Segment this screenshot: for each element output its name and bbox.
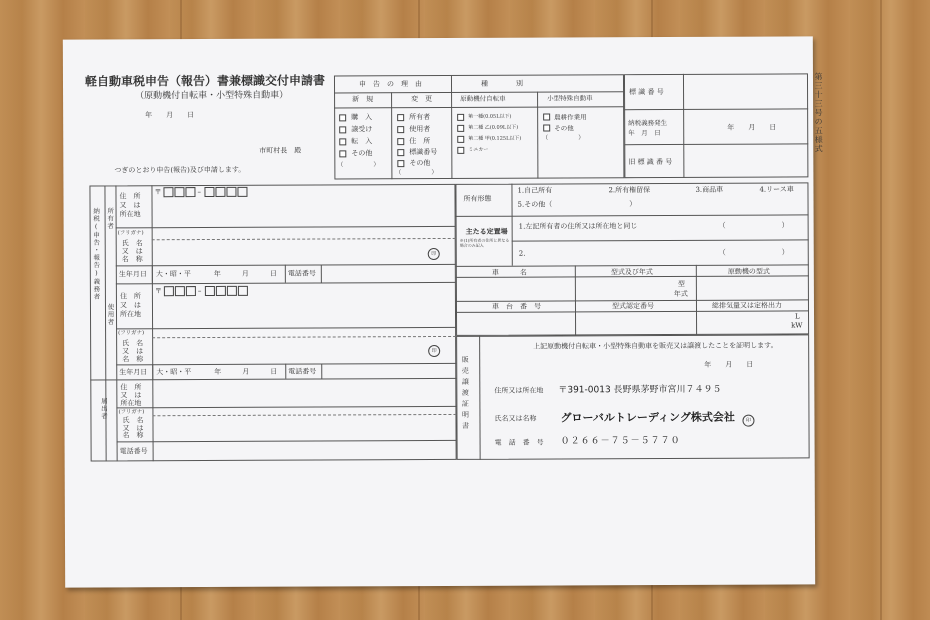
seller-statement: 上記原動機付自転車・小型特殊自動車を販売又は譲渡したことを証明します。 bbox=[533, 341, 778, 351]
checkbox-small-other[interactable] bbox=[543, 125, 550, 132]
user-name-label: 氏 名 又 は 名 称 bbox=[122, 339, 144, 364]
change-header: 変 更 bbox=[411, 95, 433, 104]
checkbox-address[interactable] bbox=[397, 138, 404, 145]
owner-postal-box-1[interactable] bbox=[163, 187, 173, 197]
change-other-paren: （ ） bbox=[395, 169, 438, 177]
form-subtitle: （原動機付自転車・小型特殊自動車） bbox=[135, 90, 289, 102]
owner-address-label: 住 所 又 は 所在地 bbox=[119, 192, 141, 219]
moped-class2-b: 第二種 乙(0.09L以下) bbox=[468, 124, 519, 131]
moped-minicar: ミニカー bbox=[468, 146, 489, 153]
owner-postal-box-5[interactable] bbox=[215, 187, 225, 197]
displacement-label: 総排気量又は定格出力 bbox=[711, 301, 782, 310]
change-item-other: その他 bbox=[409, 159, 431, 168]
seller-date: 年 月 日 bbox=[704, 360, 754, 369]
ownership-option-1: 1.自己所有 bbox=[517, 186, 553, 195]
small-other: その他 bbox=[554, 124, 574, 133]
small-other-paren: （ ） bbox=[542, 134, 585, 142]
change-item-address: 住 所 bbox=[409, 137, 431, 146]
tax-date-label-1: 納税義務発生 bbox=[628, 119, 668, 128]
storage-note: ※(1)所有者の住所と異なる場合のみ記入 bbox=[459, 237, 510, 248]
unit-liter: L bbox=[795, 312, 800, 321]
user-birth-value: 年 月 日 bbox=[214, 367, 278, 376]
checkbox-new-other[interactable] bbox=[339, 150, 346, 157]
storage-option-2: 2. bbox=[518, 249, 526, 258]
seller-seal: 印 bbox=[742, 415, 754, 427]
user-seal: 印 bbox=[428, 345, 440, 357]
new-item-other: その他 bbox=[351, 149, 373, 158]
moped-header: 原動機付自転車 bbox=[460, 94, 506, 103]
checkbox-plate-number[interactable] bbox=[397, 149, 404, 156]
owner-postal-mark: 〒 bbox=[154, 188, 162, 197]
owner-postal-dash: – bbox=[197, 188, 201, 197]
checkbox-minicar[interactable] bbox=[457, 147, 464, 154]
storage-option-1-paren: （ ） bbox=[718, 221, 789, 230]
old-plate-label: 旧 標 識 番 号 bbox=[628, 157, 673, 167]
new-other-paren: （ ） bbox=[337, 161, 380, 169]
user-postal-box-3[interactable] bbox=[186, 286, 196, 296]
engine-model-label: 原動機の型式 bbox=[727, 267, 770, 276]
notifier-address-label: 住 所 又 は 所在地 bbox=[120, 383, 142, 408]
seller-phone-value: ０２６６－７５－５７７０ bbox=[560, 435, 681, 447]
tax-date-label-2: 年 月 日 bbox=[628, 129, 661, 138]
notifier-side-label: 届出者 bbox=[99, 397, 108, 420]
user-furigana-label: (フリガナ) bbox=[118, 330, 145, 337]
chassis-number-label: 車 台 番 号 bbox=[491, 302, 541, 311]
small-farm: 農耕作業用 bbox=[554, 113, 587, 122]
user-birth-label: 生年月日 bbox=[119, 368, 148, 377]
paper-form bbox=[63, 36, 824, 587]
change-item-user: 使用者 bbox=[409, 125, 431, 134]
user-postal-box-2[interactable] bbox=[175, 286, 185, 296]
type-header: 種 別 bbox=[480, 79, 524, 88]
checkbox-owner[interactable] bbox=[397, 114, 404, 121]
checkbox-transfer-in[interactable] bbox=[339, 126, 346, 133]
unit-kw: kW bbox=[791, 321, 803, 330]
storage-option-2-paren: （ ） bbox=[718, 248, 789, 257]
tax-date-value: 年 月 日 bbox=[727, 123, 777, 132]
new-header: 新 規 bbox=[352, 95, 374, 104]
vehicle-name-label: 車 名 bbox=[491, 268, 527, 277]
taxpayer-side-label: 納税(申告・報告)義務者 bbox=[92, 207, 101, 301]
owner-label: 所有者 bbox=[106, 207, 115, 230]
year-unit: 年式 bbox=[673, 289, 688, 298]
cert-number-label: 型式認定番号 bbox=[611, 302, 654, 311]
form-number: 第三十三号の五様式 bbox=[813, 72, 824, 154]
user-postal-box-7[interactable] bbox=[238, 286, 248, 296]
new-item-acquire: 譲受け bbox=[351, 125, 373, 134]
storage-option-1: 1.左記所有者の住所又は所在地と同じ bbox=[518, 222, 638, 231]
owner-birth-label: 生年月日 bbox=[118, 270, 147, 279]
checkbox-class2-b[interactable] bbox=[457, 125, 464, 132]
seller-address-value: 〒391-0013 長野県茅野市宮川７４９５ bbox=[558, 384, 722, 396]
change-item-owner: 所有者 bbox=[409, 113, 431, 122]
user-postal-box-6[interactable] bbox=[227, 286, 237, 296]
model-unit: 型 bbox=[677, 279, 685, 288]
notifier-name-label: 氏 名 又 は 名 称 bbox=[122, 416, 144, 440]
seller-name-label: 氏名又は名称 bbox=[494, 414, 537, 423]
user-era-label: 大・昭・平 bbox=[156, 368, 192, 377]
storage-label: 主たる定置場 bbox=[465, 226, 508, 236]
owner-postal-box-4[interactable] bbox=[204, 187, 214, 197]
owner-era-label: 大・昭・平 bbox=[155, 270, 191, 279]
new-item-move-in: 転 入 bbox=[351, 137, 373, 146]
checkbox-farm[interactable] bbox=[543, 114, 550, 121]
owner-postal-box-6[interactable] bbox=[226, 187, 236, 197]
user-postal-dash: – bbox=[197, 287, 202, 296]
checkbox-change-other[interactable] bbox=[397, 160, 404, 167]
user-postal-box-4[interactable] bbox=[205, 286, 215, 296]
checkbox-class1[interactable] bbox=[457, 114, 464, 121]
new-item-purchase: 購 入 bbox=[351, 113, 373, 122]
ownership-option-3: 3.商品車 bbox=[695, 185, 724, 194]
owner-phone-label: 電話番号 bbox=[287, 269, 316, 278]
checkbox-class2-a[interactable] bbox=[457, 136, 464, 143]
ownership-option-4: 4.リース車 bbox=[759, 185, 794, 194]
checkbox-move-in[interactable] bbox=[339, 138, 346, 145]
checkbox-user[interactable] bbox=[397, 126, 404, 133]
user-label: 使用者 bbox=[106, 303, 115, 326]
form-date: 年 月 日 bbox=[145, 111, 195, 120]
small-special-header: 小型特殊自動車 bbox=[547, 94, 593, 103]
notifier-furigana-label: (フリガナ) bbox=[118, 409, 145, 416]
moped-class1: 第一種(0.05L以下) bbox=[468, 113, 512, 120]
seller-address-label: 住所又は所在地 bbox=[494, 386, 544, 395]
ownership-label: 所有形態 bbox=[463, 194, 492, 203]
plate-number-label: 標 識 番 号 bbox=[629, 88, 664, 97]
user-postal-box-5[interactable] bbox=[216, 286, 226, 296]
seller-side-label: 販売譲渡証明書 bbox=[461, 355, 470, 433]
seller-phone-label: 電 話 番 号 bbox=[494, 438, 544, 447]
form-title: 軽自動車税申告（報告）書兼標識交付申請書 bbox=[84, 73, 326, 89]
moped-class2-a: 第二種 甲(0.125L以下) bbox=[468, 135, 522, 142]
owner-postal-box-7[interactable] bbox=[237, 187, 247, 197]
reason-header: 申 告 の 理 由 bbox=[358, 80, 423, 89]
owner-birth-value: 年 月 日 bbox=[213, 269, 277, 278]
owner-seal: 印 bbox=[428, 248, 440, 260]
change-item-plate: 標識番号 bbox=[409, 148, 438, 157]
ownership-other: 5.その他（ ） bbox=[517, 200, 637, 209]
owner-postal-box-3[interactable] bbox=[185, 187, 195, 197]
notifier-phone-label: 電話番号 bbox=[119, 447, 148, 456]
checkbox-purchase[interactable] bbox=[339, 114, 346, 121]
intro-text: つぎのとおり申告(報告)及び申請します。 bbox=[114, 165, 246, 175]
ownership-option-2: 2.所有権留保 bbox=[608, 186, 651, 195]
seller-name-value: グローバルトレーディング株式会社 bbox=[560, 410, 735, 425]
user-postal-mark: 〒 bbox=[154, 287, 162, 296]
owner-postal-box-2[interactable] bbox=[174, 187, 184, 197]
user-postal-box-1[interactable] bbox=[164, 286, 174, 296]
model-year-label: 型式及び年式 bbox=[610, 268, 653, 277]
user-address-label: 住 所 又 は 所在地 bbox=[119, 292, 142, 319]
user-phone-label: 電話番号 bbox=[288, 367, 317, 376]
owner-furigana-label: (フリガナ) bbox=[117, 230, 144, 237]
owner-name-label: 氏 名 又 は 名 称 bbox=[121, 239, 143, 264]
addressee: 市町村長 殿 bbox=[259, 146, 302, 155]
